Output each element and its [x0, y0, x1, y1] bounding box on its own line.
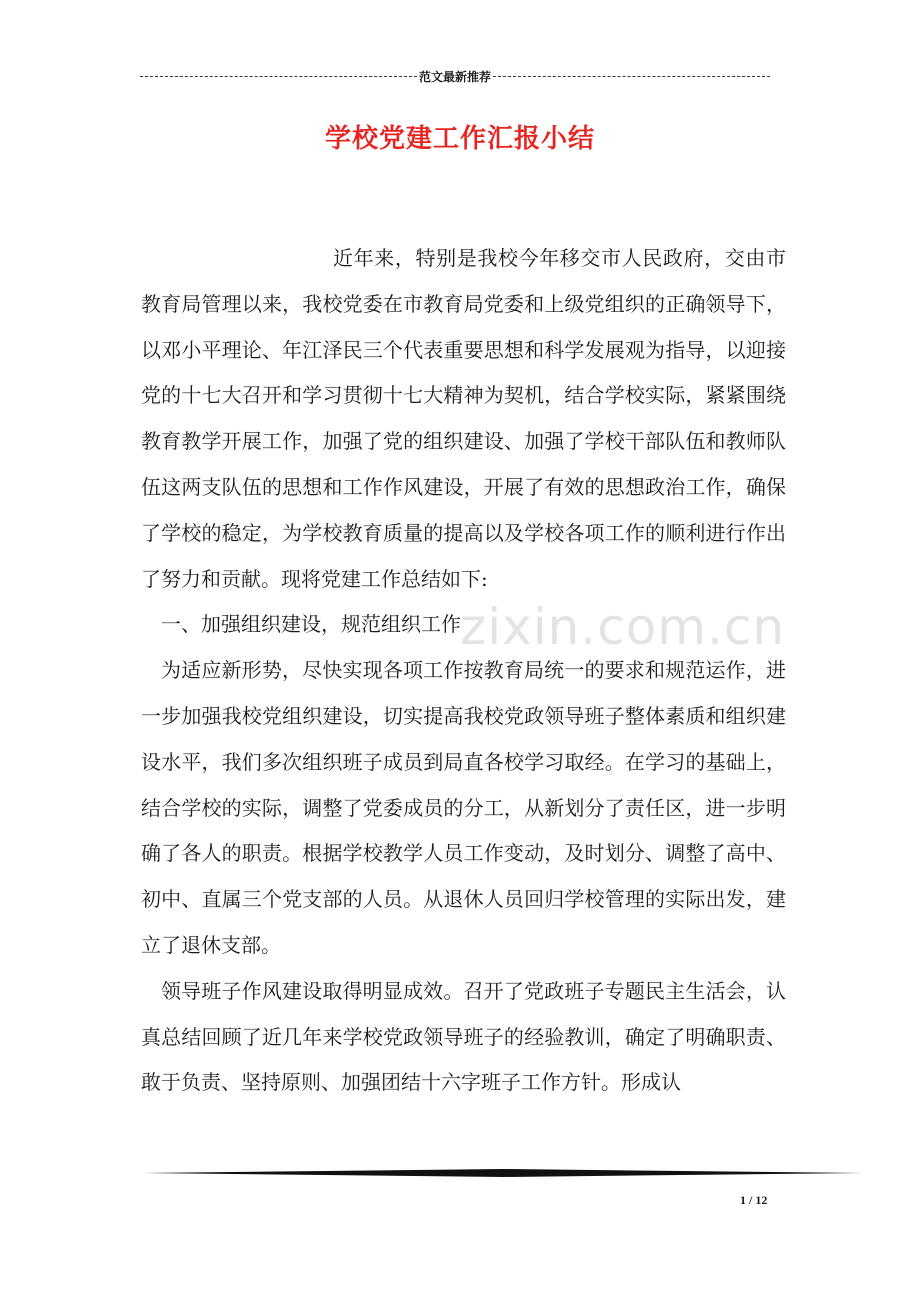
paragraph-org-building: 为适应新形势，尽快实现各项工作按教育局统一的要求和规范运作，进一步加强我校党组织建设，切实提高我校党政领导班子整体素质和组织建设水平，我们多次组织班子成员到局直各校学习取经。在学习的基础上，结合学校的实际，调整了党委成员的分工，从新划分了责任区，进一步明确了各人的职责。根据学校教学人员工作变动，及时划分、调整了高中、初中、直属三个党支部的人员。从退休人员回归学校管理的实际出发，建立了退休支部。 [141, 658, 786, 957]
paragraph-intro: 近年来，特别是我校今年移交市人民政府，交由市教育局管理以来，我校党委在市教育局党委和上级党组织的正确领导下，以邓小平理论、年江泽民三个代表重要思想和科学发展观为指导，以迎接党的十七大召开和学习贯彻十七大精神为契机，结合学校实际，紧紧围绕教育教学开展工作，加强了党的组织建设、加强了学校干部队伍和教师队伍这两支队伍的思想和工作作风建设，开展了有效的思想政治工作，确保了学校的稳定，为学校教育质量的提高以及学校各项工作的顺利进行作出了努力和贡献。现将党建工作总结如下: [141, 246, 786, 591]
document-title: 学校党建工作汇报小结 [324, 124, 595, 154]
header-dash-right [493, 76, 770, 77]
watermark: zixin.com.cn [460, 598, 786, 656]
footer-divider [143, 1168, 863, 1178]
paragraph-leadership: 领导班子作风建设取得明显成效。召开了党政班子专题民主生活会，认真总结回顾了近几年来学校党政领导班子的经验教训，确定了明确职责、敢于负责、坚持原则、加强团结十六字班子工作方针。形成认 [141, 978, 786, 1095]
header-dash-left [140, 76, 417, 77]
section-heading: 一、加强组织建设，规范组织工作 [161, 612, 461, 637]
page-header [140, 66, 770, 86]
header-label: 范文最新推荐 [419, 69, 492, 84]
page-number: 1 / 12 [740, 1193, 768, 1207]
document-body [141, 236, 786, 1106]
